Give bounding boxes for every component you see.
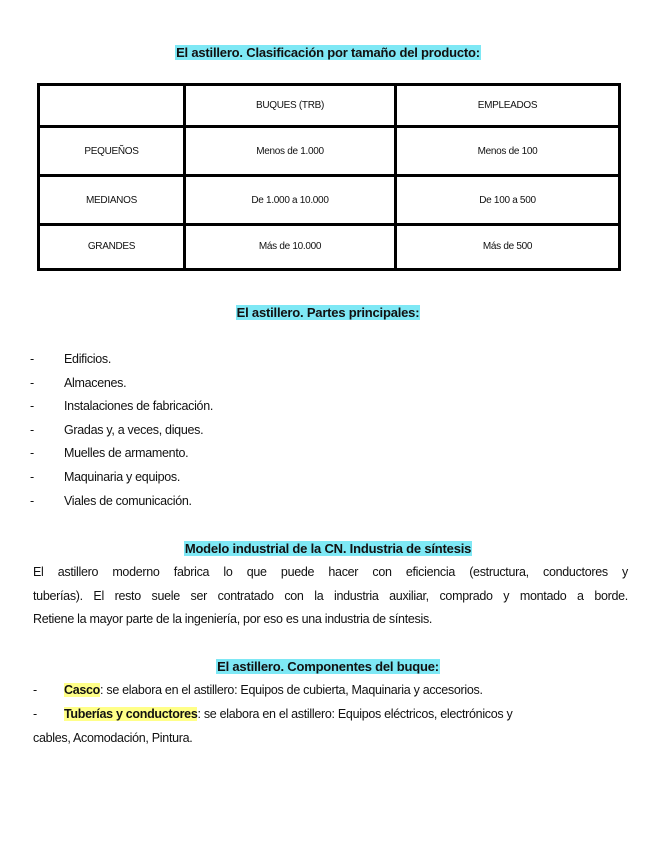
list-item: - Almacenes. xyxy=(30,375,127,390)
list-item: - Viales de comunicación. xyxy=(30,493,192,508)
list-item: - Edificios. xyxy=(30,352,112,366)
model-paragraph: El astillero moderno fabrica lo que puede hacer con eficiencia (estructura, conductores y tuberías). El resto suele ser contratado con la industria auxiliar, comprado y montado a borde. Retiene la mayor parte de la ingeniería, por eso es una industria de síntesis. xyxy=(33,565,628,626)
table-cell: De 1.000 a 10.000 xyxy=(185,176,396,224)
table-cell: Más de 500 xyxy=(396,224,620,269)
table-header-cell: BUQUES (TRB) xyxy=(185,85,396,127)
table-cell: Menos de 1.000 xyxy=(185,127,396,176)
size-classification-table xyxy=(37,83,621,271)
heading-main-parts: El astillero. Partes principales: xyxy=(236,305,420,320)
list-item: - Maquinaria y equipos. xyxy=(30,469,180,484)
heading-classification: El astillero. Clasificación por tamaño del producto: xyxy=(176,45,480,60)
component-term: Tuberías y conductores xyxy=(64,707,198,721)
table-header-cell: EMPLEADOS xyxy=(396,85,620,127)
heading-ship-components: El astillero. Componentes del buque: xyxy=(217,659,439,674)
table-header-cell xyxy=(39,85,185,127)
list-item: - Muelles de armamento. xyxy=(30,446,189,461)
table-row xyxy=(39,176,620,224)
heading-industrial-model: Modelo industrial de la CN. Industria de síntesis xyxy=(184,541,472,556)
table-cell: GRANDES xyxy=(39,224,185,269)
table-cell: PEQUEÑOS xyxy=(39,127,185,176)
table-cell: De 100 a 500 xyxy=(396,176,620,224)
table-cell: Menos de 100 xyxy=(396,127,620,176)
list-item: - Gradas y, a veces, diques. xyxy=(30,422,204,437)
list-item: - Casco: se elabora en el astillero: Equipos de cubierta, Maquinaria y accesorios. xyxy=(33,683,483,697)
table-row xyxy=(39,127,620,176)
table-row xyxy=(39,224,620,269)
list-item: - Tuberías y conductores: se elabora en el astillero: Equipos eléctricos, electrónicos y xyxy=(33,707,513,721)
list-item: - Instalaciones de fabricación. xyxy=(30,399,214,414)
list-item-continuation: cables, Acomodación, Pintura. xyxy=(33,731,193,745)
table-header-row xyxy=(39,85,620,127)
table-cell: Más de 10.000 xyxy=(185,224,396,269)
parts-list xyxy=(30,350,213,515)
table-cell: MEDIANOS xyxy=(39,176,185,224)
component-term: Casco xyxy=(64,683,101,697)
components-list xyxy=(33,678,628,750)
